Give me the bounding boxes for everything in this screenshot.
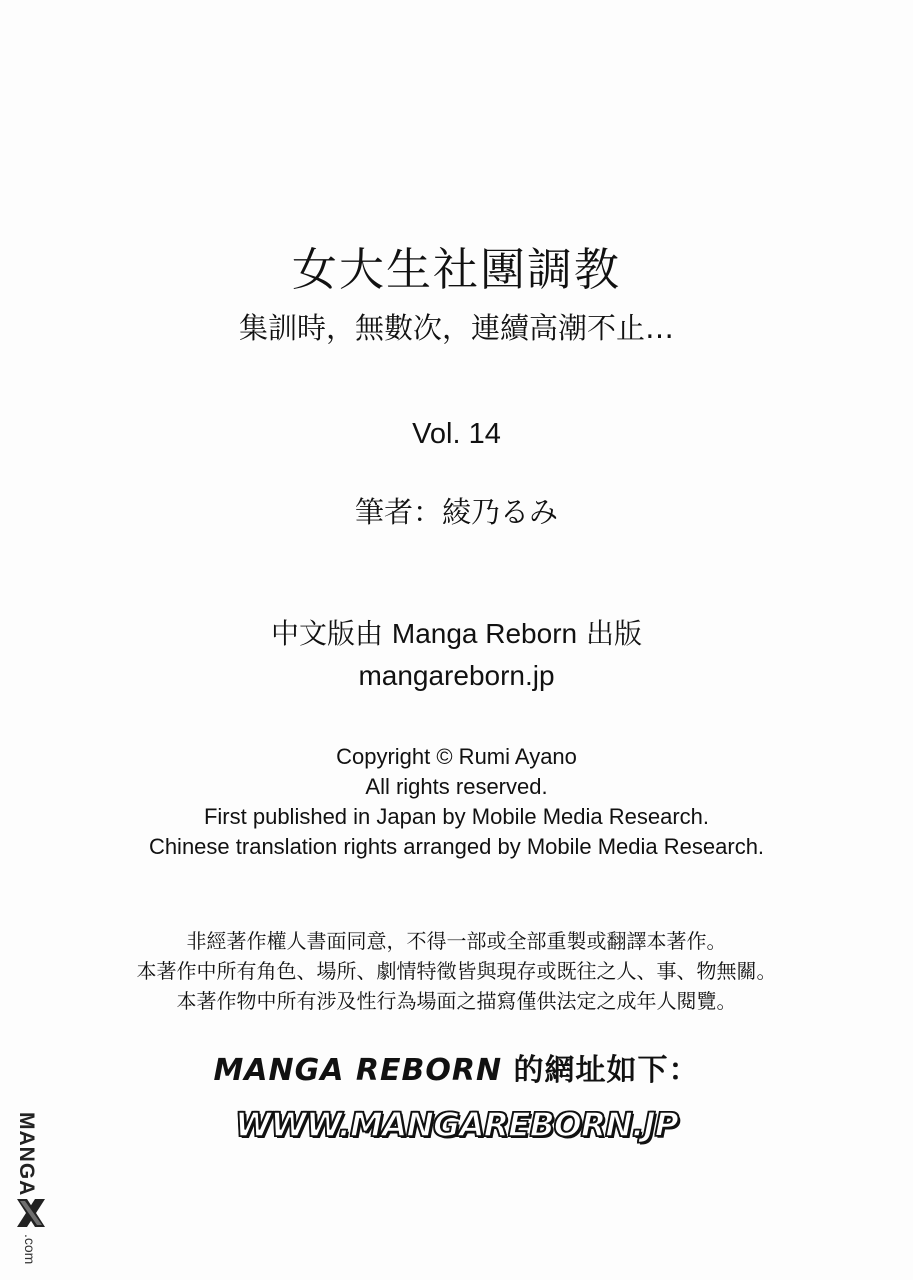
rights-line: All rights reserved. xyxy=(365,774,548,799)
book-title: 女大生社團調教 xyxy=(291,243,621,296)
volume-number: Vol. 14 xyxy=(412,418,501,450)
outlined-url: WWW.MANGAREBORN.JP xyxy=(235,1105,678,1144)
publisher-website: mangareborn.jp xyxy=(358,660,555,691)
notice-line: 非經著作權人書面同意，不得一部或全部重製或翻譯本著作。 xyxy=(186,929,727,953)
copyright-line: Copyright © Rumi Ayano xyxy=(336,744,577,769)
site-watermark xyxy=(14,1112,54,1272)
watermark-dotcom: .com xyxy=(22,1234,38,1265)
author-line: 筆者：綾乃るみ xyxy=(354,495,558,529)
legal-notice-block xyxy=(0,926,913,1016)
translation-rights-line: Chinese translation rights arranged by Mobile Media Research. xyxy=(148,834,765,859)
watermark-text: MANGA xyxy=(15,1112,38,1197)
publisher-suffix: 出版 xyxy=(577,617,643,650)
book-subtitle: 集訓時，無數次，連續高潮不止… xyxy=(238,311,674,345)
first-published-line: First published in Japan by Mobile Media Research. xyxy=(203,804,710,829)
notice-line: 本著作物中所有涉及性行為場面之描寫僅供法定之成年人閱覽。 xyxy=(176,989,737,1013)
publisher-line xyxy=(0,612,913,656)
url-heading xyxy=(0,1046,913,1096)
url-heading-text: 的網址如下： xyxy=(502,1053,700,1088)
copyright-block xyxy=(0,742,913,862)
notice-line: 本著作中所有角色、場所、劇情特徵皆與現存或既往之人、事、物無關。 xyxy=(136,959,777,983)
url-heading-brand: MANGA REBORN xyxy=(213,1053,503,1088)
publisher-prefix: 中文版由 xyxy=(270,617,392,650)
publisher-name: Manga Reborn xyxy=(391,618,578,649)
watermark-x-icon xyxy=(14,1196,48,1230)
